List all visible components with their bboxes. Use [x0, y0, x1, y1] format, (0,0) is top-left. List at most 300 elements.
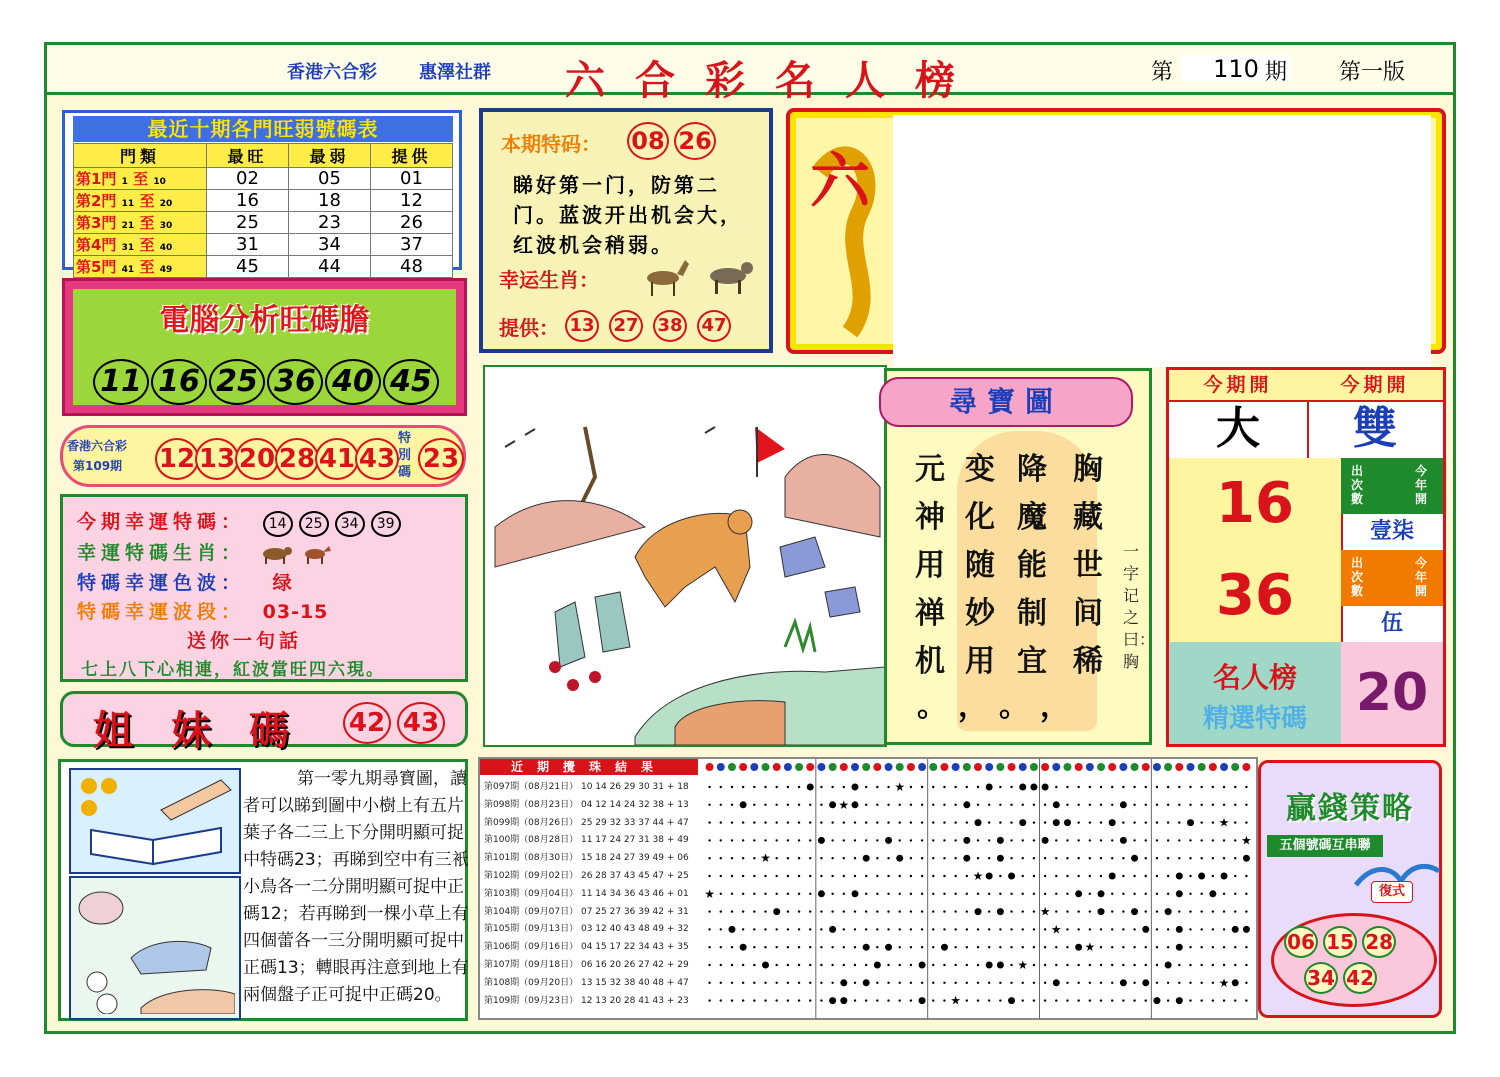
empty-dot [1100, 875, 1102, 877]
empty-dot [1223, 999, 1225, 1001]
drawn-dot [1165, 962, 1172, 969]
empty-dot [720, 999, 722, 1001]
history-row-label: 第106期（09月16日） [484, 942, 579, 953]
empty-dot [1044, 982, 1046, 984]
empty-dot [1223, 928, 1225, 930]
lucky-color-row [77, 568, 297, 595]
drawn-dot [740, 944, 747, 951]
empty-dot [1111, 786, 1113, 788]
header-ball [817, 763, 825, 771]
drawn-dot [829, 801, 836, 808]
empty-dot [1122, 857, 1124, 859]
empty-dot [1145, 964, 1147, 966]
history-row-numbers: 13 15 32 38 40 48 + 47 [580, 977, 689, 988]
door-from: 31 [121, 243, 135, 253]
empty-dot [1055, 857, 1057, 859]
empty-dot [1223, 893, 1225, 895]
empty-dot [899, 999, 901, 1001]
empty-dot [954, 982, 956, 984]
header-source: 香港六合彩 [287, 62, 377, 83]
history-row-numbers: 12 13 20 28 41 43 + 23 [580, 995, 689, 1006]
empty-dot [1167, 857, 1169, 859]
door-to-word: 至 [139, 258, 155, 276]
empty-dot [787, 893, 789, 895]
empty-dot [999, 999, 1001, 1001]
empty-dot [1212, 999, 1214, 1001]
empty-dot [787, 857, 789, 859]
empty-dot [954, 928, 956, 930]
empty-dot [1077, 910, 1079, 912]
empty-dot [876, 839, 878, 841]
empty-dot [1133, 875, 1135, 877]
empty-dot [899, 946, 901, 948]
empty-dot [1111, 857, 1113, 859]
empty-dot [854, 821, 856, 823]
empty-dot [899, 839, 901, 841]
empty-dot [876, 982, 878, 984]
cat-icon [71, 878, 235, 1014]
empty-dot [809, 893, 811, 895]
empty-dot [798, 786, 800, 788]
empty-dot [787, 804, 789, 806]
empty-dot [1089, 786, 1091, 788]
number-ball: 38 [653, 310, 687, 342]
empty-dot [708, 910, 710, 912]
empty-dot [1010, 928, 1012, 930]
empty-dot [1022, 804, 1024, 806]
empty-dot [1189, 910, 1191, 912]
empty-dot [887, 821, 889, 823]
header-ball [706, 763, 714, 771]
empty-dot [988, 982, 990, 984]
special-star: ★ [1050, 922, 1062, 937]
issue-number: 110 [1181, 55, 1291, 81]
empty-dot [865, 893, 867, 895]
drawn-dot [1008, 873, 1015, 880]
sister-code-title [93, 699, 327, 756]
empty-dot [798, 946, 800, 948]
empty-dot [943, 786, 945, 788]
empty-dot [910, 999, 912, 1001]
drawn-dot [1042, 837, 1049, 844]
number-ball: 41 [315, 438, 359, 480]
header-ball [1198, 763, 1206, 771]
door-cell [74, 212, 207, 234]
empty-dot [775, 875, 777, 877]
empty-dot [1122, 893, 1124, 895]
drawn-dot [963, 801, 970, 808]
empty-dot [1100, 821, 1102, 823]
history-row-label: 第102期（09月02日） [484, 870, 579, 881]
empty-dot [798, 857, 800, 859]
drawn-dot [1176, 926, 1183, 933]
empty-dot [977, 786, 979, 788]
empty-dot [932, 821, 934, 823]
drawn-dot [762, 962, 769, 969]
empty-dot [1122, 875, 1124, 877]
drawn-dot [1075, 890, 1082, 897]
empty-dot [854, 875, 856, 877]
tip-line: 红波机会稍弱。 [513, 233, 674, 257]
empty-dot [1111, 928, 1113, 930]
empty-dot [843, 786, 845, 788]
door-cell [74, 168, 207, 190]
empty-dot [1055, 910, 1057, 912]
door-cell [74, 190, 207, 212]
empty-dot [1156, 982, 1158, 984]
empty-dot [999, 928, 1001, 930]
drawn-dot [807, 784, 814, 791]
strategy-subtitle: 五個號碼互串聯 [1267, 835, 1383, 857]
empty-dot [809, 910, 811, 912]
drawn-dot [840, 997, 847, 1004]
header-ball [1175, 763, 1183, 771]
number-ball: 25 [299, 511, 329, 537]
drawn-dot [851, 890, 858, 897]
empty-dot [954, 893, 956, 895]
empty-dot [954, 786, 956, 788]
empty-dot [753, 999, 755, 1001]
empty-dot [999, 982, 1001, 984]
poem-column: 变化随妙用 [965, 452, 995, 679]
empty-dot [921, 893, 923, 895]
empty-dot [876, 804, 878, 806]
empty-dot [854, 928, 856, 930]
empty-dot [720, 875, 722, 877]
number-ball: 11 [93, 359, 149, 405]
empty-dot [910, 821, 912, 823]
empty-dot [1133, 804, 1135, 806]
empty-dot [954, 804, 956, 806]
empty-dot [820, 928, 822, 930]
empty-dot [1055, 999, 1057, 1001]
blank-overlay [893, 115, 1431, 367]
drawn-dot [896, 855, 903, 862]
empty-dot [1145, 910, 1147, 912]
empty-dot [1066, 839, 1068, 841]
empty-dot [831, 982, 833, 984]
empty-dot [1077, 928, 1079, 930]
empty-dot [1223, 804, 1225, 806]
drawn-dot [1232, 979, 1239, 986]
empty-dot [753, 928, 755, 930]
drawn-dot [1030, 784, 1037, 791]
empty-dot [1111, 946, 1113, 948]
empty-dot [1167, 946, 1169, 948]
header-ball [1052, 763, 1060, 771]
door-table [73, 143, 453, 278]
empty-dot [831, 786, 833, 788]
empty-dot [1234, 999, 1236, 1001]
drawn-dot [919, 962, 926, 969]
empty-dot [1234, 804, 1236, 806]
empty-dot [1212, 875, 1214, 877]
empty-dot [798, 999, 800, 1001]
empty-dot [876, 999, 878, 1001]
header-ball [963, 763, 971, 771]
empty-dot [1234, 839, 1236, 841]
empty-dot [731, 821, 733, 823]
empty-dot [708, 928, 710, 930]
empty-dot [831, 910, 833, 912]
empty-dot [708, 875, 710, 877]
drawn-dot [963, 837, 970, 844]
empty-dot [1010, 982, 1012, 984]
header-ball [896, 763, 904, 771]
empty-dot [1189, 786, 1191, 788]
empty-dot [1245, 910, 1247, 912]
history-row-label: 第109期（09月23日） [484, 995, 579, 1006]
number-ball: 28 [275, 438, 319, 480]
empty-dot [1200, 964, 1202, 966]
empty-dot [1200, 946, 1202, 948]
empty-dot [910, 982, 912, 984]
empty-dot [1111, 804, 1113, 806]
empty-dot [921, 928, 923, 930]
empty-dot [887, 982, 889, 984]
history-row-label: 第097期（08月21日） [484, 782, 579, 792]
door-to-word: 至 [139, 236, 155, 254]
empty-dot [1089, 999, 1091, 1001]
number-ball: 42 [343, 702, 391, 744]
empty-dot [1066, 786, 1068, 788]
empty-dot [1077, 982, 1079, 984]
empty-dot [798, 804, 800, 806]
header-ball [929, 763, 937, 771]
empty-dot [1189, 946, 1191, 948]
empty-dot [1100, 928, 1102, 930]
n1-count: 壹柒 [1341, 514, 1443, 552]
empty-dot [1200, 893, 1202, 895]
door-to: 49 [159, 265, 173, 275]
number-ball: 40 [325, 359, 381, 405]
empty-dot [742, 928, 744, 930]
empty-dot [921, 982, 923, 984]
result-special: 20 [1341, 642, 1443, 744]
special-star: ★ [972, 869, 984, 883]
empty-dot [1111, 964, 1113, 966]
empty-dot [753, 964, 755, 966]
give-cell: 48 [371, 256, 453, 278]
lucky-range-row [77, 597, 328, 624]
empty-dot [1033, 875, 1035, 877]
drawn-dot [818, 890, 825, 897]
empty-dot [809, 928, 811, 930]
empty-dot [708, 857, 710, 859]
drawn-dot [1053, 819, 1060, 826]
empty-dot [753, 786, 755, 788]
history-row-label: 第100期（08月28日） [484, 835, 579, 846]
empty-dot [932, 928, 934, 930]
drawn-dot [1120, 837, 1127, 844]
sister-code-text: 姐妹碼 [93, 708, 327, 754]
empty-dot [943, 857, 945, 859]
empty-dot [731, 804, 733, 806]
drawn-dot [997, 837, 1004, 844]
empty-dot [854, 857, 856, 859]
empty-dot [753, 946, 755, 948]
empty-dot [1089, 839, 1091, 841]
drawn-dot [1142, 926, 1149, 933]
empty-dot [1178, 982, 1180, 984]
empty-dot [1033, 964, 1035, 966]
special-star: ★ [894, 780, 906, 794]
computer-analysis-title: 電腦分析旺碼膽 [159, 303, 370, 338]
book-icon [71, 770, 235, 868]
last-issue-label [67, 436, 127, 476]
history-row-numbers: 15 18 24 27 39 49 + 06 [580, 853, 689, 864]
empty-dot [943, 910, 945, 912]
empty-dot [865, 910, 867, 912]
computer-analysis-panel [62, 278, 467, 416]
drawn-dot [975, 819, 982, 826]
lucky-zodiac-label: 幸運特碼生肖： [77, 542, 246, 564]
empty-dot [775, 964, 777, 966]
empty-dot [921, 821, 923, 823]
empty-dot [753, 857, 755, 859]
empty-dot [1100, 839, 1102, 841]
drawn-dot [1109, 819, 1116, 826]
door-cell [74, 256, 207, 278]
header-ball [795, 763, 803, 771]
empty-dot [977, 928, 979, 930]
empty-dot [921, 786, 923, 788]
empty-dot [753, 839, 755, 841]
empty-dot [999, 821, 1001, 823]
header-ball [873, 763, 881, 771]
history-dot-grid [700, 759, 1256, 1019]
empty-dot [1189, 857, 1191, 859]
empty-dot [843, 893, 845, 895]
empty-dot [775, 928, 777, 930]
empty-dot [1066, 928, 1068, 930]
empty-dot [753, 875, 755, 877]
empty-dot [764, 928, 766, 930]
empty-dot [831, 857, 833, 859]
empty-dot [1089, 804, 1091, 806]
empty-dot [742, 982, 744, 984]
empty-dot [731, 999, 733, 1001]
empty-dot [1133, 786, 1135, 788]
empty-dot [1189, 893, 1191, 895]
empty-dot [1010, 857, 1012, 859]
empty-dot [787, 821, 789, 823]
empty-dot [731, 910, 733, 912]
empty-dot [1077, 839, 1079, 841]
empty-dot [1066, 857, 1068, 859]
door-to-word: 至 [139, 214, 155, 232]
empty-dot [787, 839, 789, 841]
empty-dot [1133, 982, 1135, 984]
empty-dot [910, 946, 912, 948]
drawn-dot [1176, 890, 1183, 897]
cat-illustration [69, 876, 241, 1020]
empty-dot [809, 982, 811, 984]
header-ball [1209, 763, 1217, 771]
history-row-numbers: 06 16 20 26 27 42 + 29 [580, 959, 689, 970]
empty-dot [1122, 928, 1124, 930]
drawn-dot [1176, 944, 1183, 951]
empty-dot [820, 964, 822, 966]
header-ball [1041, 763, 1049, 771]
empty-dot [1022, 946, 1024, 948]
punct: ， [958, 689, 999, 724]
door-col-header: 門類 [74, 144, 207, 168]
empty-dot [1111, 982, 1113, 984]
empty-dot [787, 964, 789, 966]
empty-dot [1044, 821, 1046, 823]
empty-dot [1010, 839, 1012, 841]
special-star: ★ [1218, 975, 1230, 990]
empty-dot [943, 875, 945, 877]
empty-dot [1189, 982, 1191, 984]
poem-column: 元神用禅机 [915, 452, 945, 679]
special-star: ★ [760, 851, 771, 866]
empty-dot [1234, 910, 1236, 912]
number-ball: 13 [565, 310, 599, 342]
drawn-dot [1131, 908, 1138, 915]
empty-dot [1133, 964, 1135, 966]
empty-dot [1033, 857, 1035, 859]
empty-dot [1234, 786, 1236, 788]
empty-dot [731, 786, 733, 788]
header-ball [1063, 763, 1071, 771]
selected-label: 精選特碼 [1202, 704, 1307, 734]
empty-dot [854, 964, 856, 966]
door-to-word: 至 [139, 192, 155, 210]
empty-dot [775, 999, 777, 1001]
number-ball: 12 [155, 438, 199, 480]
empty-dot [1066, 964, 1068, 966]
empty-dot [1100, 982, 1102, 984]
sister-code-numbers [343, 702, 451, 744]
empty-dot [954, 857, 956, 859]
empty-dot [809, 999, 811, 1001]
empty-dot [731, 964, 733, 966]
drawn-dot [885, 944, 892, 951]
drawn-dot [1209, 890, 1216, 897]
empty-dot [720, 857, 722, 859]
empty-dot [966, 875, 968, 877]
min-cell: 34 [289, 234, 371, 256]
empty-dot [1145, 839, 1147, 841]
header-ball [1097, 763, 1105, 771]
special-star: ★ [1218, 815, 1230, 830]
empty-dot [1122, 910, 1124, 912]
door-from: 21 [121, 221, 135, 231]
zodiac-animals-icon [633, 250, 763, 300]
empty-dot [708, 999, 710, 1001]
empty-dot [1111, 910, 1113, 912]
empty-dot [932, 857, 934, 859]
empty-dot [775, 786, 777, 788]
empty-dot [887, 786, 889, 788]
empty-dot [831, 821, 833, 823]
empty-dot [775, 839, 777, 841]
empty-dot [731, 893, 733, 895]
empty-dot [1010, 910, 1012, 912]
empty-dot [764, 839, 766, 841]
empty-dot [843, 857, 845, 859]
treasure-explanation-text: 第一零九期尋寶圖，讀者可以睇到圖中小樹上有五片葉子各二三上下分開明顯可捉中特碼23；再睇到空中有三衹小鳥各一二分開明顯可捉中正碼12；若再睇到一棵小草上有四個蕾各一三分開明顯可捉中正碼13；轉眼再注意到地上有兩個盤子正可捉中正碼20。 [243, 769, 469, 1005]
empty-dot [1077, 857, 1079, 859]
empty-dot [910, 786, 912, 788]
empty-dot [977, 839, 979, 841]
empty-dot [1200, 928, 1202, 930]
empty-dot [1145, 999, 1147, 1001]
lucky-panel [60, 494, 468, 682]
empty-dot [1022, 857, 1024, 859]
